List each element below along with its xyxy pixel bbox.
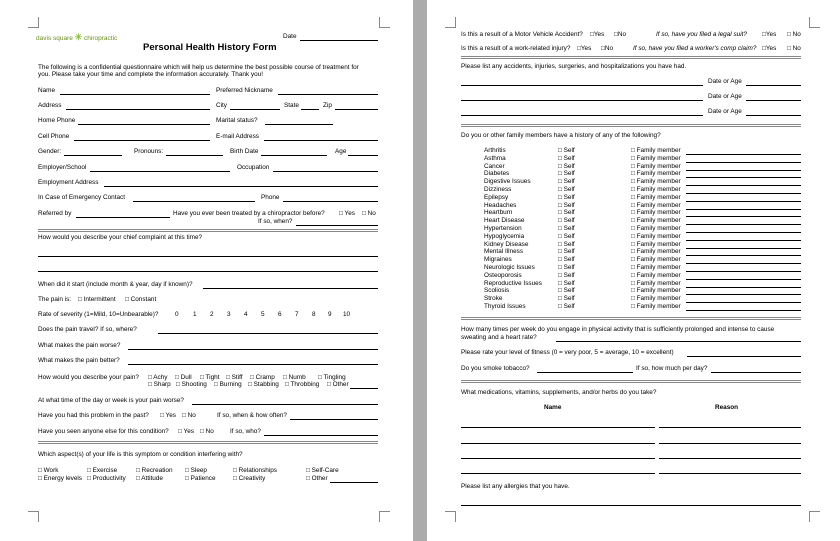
describe-pain-question: How would you describe your pain? [38, 374, 139, 381]
nickname-field[interactable] [278, 94, 378, 95]
condition-label: Diabetes [484, 170, 510, 178]
severity-option-8[interactable]: 8 [312, 311, 316, 318]
name-label: Name [38, 87, 56, 94]
pain-burning-checkbox[interactable]: □ Burning [214, 381, 242, 388]
date-or-age-label: Date or Age [708, 108, 742, 115]
state-field[interactable] [301, 109, 319, 110]
had-before-question: Have you had this problem in the past? [38, 412, 149, 419]
severity-option-5[interactable]: 5 [261, 311, 265, 318]
condition-family-checkbox[interactable]: □ Family member [631, 240, 681, 248]
pronouns-label: Pronouns: [134, 148, 164, 155]
complaint-question: How would you describe your chief complaint at this time? [38, 234, 203, 241]
condition-family-field[interactable] [686, 216, 801, 217]
condition-label: Migraines [484, 256, 512, 264]
pain-cramp-checkbox[interactable]: □ Cramp [250, 374, 275, 381]
condition-family-checkbox[interactable]: □ Family member [631, 193, 681, 201]
condition-label: Digestive Issues [484, 178, 531, 186]
crop-mark [809, 17, 820, 28]
legal-no-checkbox[interactable]: □ No [787, 31, 801, 38]
condition-family-checkbox[interactable]: □ Family member [631, 209, 681, 217]
allergies-field[interactable] [461, 505, 801, 506]
condition-label: Stroke [484, 295, 503, 303]
date-or-age-label: Date or Age [708, 78, 742, 85]
condition-family-field[interactable] [686, 154, 801, 155]
accident-date-1[interactable] [746, 85, 801, 86]
when-start-question: When did it start (include month & year, day if known)? [38, 281, 193, 288]
birth-date-label: Birth Date [230, 148, 259, 155]
tobacco-field[interactable] [537, 372, 633, 373]
medication-reason-2[interactable] [659, 443, 801, 444]
motor-yes-checkbox[interactable]: □Yes [590, 31, 605, 38]
cell-phone-label: Cell Phone [38, 133, 70, 140]
condition-family-checkbox[interactable]: □ Family member [631, 225, 681, 232]
condition-self-checkbox[interactable]: □ Self [558, 186, 575, 193]
if-so-who-label: If so, who? [230, 428, 261, 435]
exercise-question: How many times per week do you engage in physical activity that is sufficiently prolonged and intense to cause [461, 326, 775, 333]
crop-mark [28, 17, 39, 28]
name-field[interactable] [60, 94, 210, 95]
if-so-when-label: If so, when? [258, 218, 293, 225]
condition-family-checkbox[interactable]: □ Family member [631, 217, 681, 225]
phone-field[interactable] [283, 201, 378, 202]
severity-option-10[interactable]: 10 [343, 311, 351, 318]
intro-text: you. Please take your time and complete the information accurately. Thank you! [38, 71, 263, 78]
birth-date-field[interactable] [261, 155, 327, 156]
intermittent-checkbox[interactable]: □ Intermittent [78, 296, 116, 303]
cell-phone-field[interactable] [74, 140, 210, 141]
tobacco-question: Do you smoke tobacco? [461, 365, 530, 372]
life-relationships-checkbox[interactable]: □ Relationships [233, 467, 278, 474]
address-label: Address [38, 102, 62, 109]
allergies-question: Please list any allergies that you have. [461, 483, 570, 490]
condition-self-checkbox[interactable]: □ Self [558, 170, 575, 178]
family-history-question: Do you or other family members have a history of any of the following? [461, 132, 661, 139]
life-attitude-checkbox[interactable]: □ Attitude [136, 475, 163, 482]
condition-label: Headaches [484, 201, 517, 209]
time-of-day-field[interactable] [192, 404, 378, 405]
pain-shooting-checkbox[interactable]: □ Shooting [176, 381, 207, 388]
crop-mark [379, 17, 390, 28]
life-energy-checkbox[interactable]: □ Energy levels [38, 475, 82, 482]
condition-label: Hypertension [484, 225, 522, 232]
condition-family-checkbox[interactable]: □ Family member [631, 271, 681, 279]
form-page-1 [0, 0, 413, 541]
treated-no-checkbox[interactable]: □ No [362, 210, 376, 217]
gender-field[interactable] [64, 155, 122, 156]
condition-self-checkbox[interactable]: □ Self [558, 225, 575, 232]
condition-label: Epilepsy [484, 193, 509, 201]
condition-family-checkbox[interactable]: □ Family member [631, 170, 681, 178]
if-so-how-label: If so, when & how often? [217, 412, 287, 419]
had-before-yes-checkbox[interactable]: □ Yes [160, 412, 176, 419]
life-work-checkbox[interactable]: □ Work [38, 467, 59, 474]
pain-numb-checkbox[interactable]: □ Numb [283, 374, 306, 381]
condition-family-checkbox[interactable]: □ Family member [631, 295, 681, 303]
seen-anyone-question: Have you seen anyone else for this condition? [38, 428, 169, 435]
condition-family-field[interactable] [686, 248, 801, 249]
marital-field[interactable] [265, 124, 333, 125]
marital-label: Marital status? [216, 117, 258, 124]
seen-anyone-no-checkbox[interactable]: □ No [200, 428, 214, 435]
condition-self-checkbox[interactable]: □ Self [558, 209, 575, 217]
condition-family-checkbox[interactable]: □ Family member [631, 178, 681, 186]
condition-family-field[interactable] [686, 185, 801, 186]
aspects-question: Which aspect(s) of your life is this symptom or condition interfering with? [38, 451, 243, 458]
condition-family-field[interactable] [686, 255, 801, 256]
section-divider [461, 56, 801, 59]
clinic-logo: davis square ✳ chiropractic [36, 32, 118, 42]
section-divider [461, 380, 801, 383]
severity-option-9[interactable]: 9 [328, 311, 332, 318]
fitness-field[interactable] [687, 356, 801, 357]
accident-line-3[interactable] [461, 115, 703, 116]
condition-label: Hypoglycemia [484, 232, 525, 240]
severity-option-3[interactable]: 3 [227, 311, 231, 318]
emergency-label: In Case of Emergency Contact [38, 194, 126, 201]
employer-field[interactable] [90, 171, 230, 172]
section-divider [38, 441, 378, 444]
gender-label: Gender: [38, 148, 62, 155]
condition-label: Dizziness [484, 186, 512, 193]
condition-family-checkbox[interactable]: □ Family member [631, 287, 681, 295]
condition-family-field[interactable] [686, 209, 801, 210]
condition-self-checkbox[interactable]: □ Self [558, 178, 575, 186]
pain-tight-checkbox[interactable]: □ Tight [200, 374, 220, 381]
better-question: What makes the pain better? [38, 357, 120, 364]
life-recreation-checkbox[interactable]: □ Recreation [136, 467, 173, 474]
email-label: E-mail Address [216, 133, 259, 140]
complaint-line-1[interactable] [38, 256, 378, 257]
condition-label: Asthma [484, 154, 506, 162]
treated-yes-checkbox[interactable]: □ Yes [339, 210, 355, 217]
medication-name-1[interactable] [461, 427, 655, 428]
condition-family-field[interactable] [686, 162, 801, 163]
condition-family-checkbox[interactable]: □ Family member [631, 186, 681, 193]
condition-family-field[interactable] [686, 232, 801, 233]
condition-label: Reproductive Issues [484, 279, 542, 287]
pain-stabbing-checkbox[interactable]: □ Stabbing [248, 381, 279, 388]
legal-suit-question: If so, have you filed a legal suit? [656, 31, 747, 38]
accident-date-3[interactable] [746, 115, 801, 116]
severity-option-0[interactable]: 0 [175, 311, 179, 318]
exercise-question-cont: sweating and a heart rate? [461, 334, 537, 341]
condition-family-field[interactable] [686, 201, 801, 202]
motor-no-checkbox[interactable]: □No [614, 31, 627, 38]
age-field[interactable] [348, 155, 378, 156]
better-field[interactable] [128, 364, 378, 365]
date-field[interactable] [300, 40, 378, 41]
severity-option-6[interactable]: 6 [278, 311, 282, 318]
email-field[interactable] [264, 140, 378, 141]
employment-address-label: Employment Address [38, 179, 99, 186]
condition-family-field[interactable] [686, 263, 801, 264]
referred-field[interactable] [76, 217, 170, 218]
phone-label: Phone [261, 194, 280, 201]
pain-dull-checkbox[interactable]: □ Dull [175, 374, 192, 381]
condition-label: Mental Illness [484, 248, 524, 256]
crop-mark [445, 17, 456, 28]
condition-label: Cancer [484, 162, 505, 170]
crop-mark [28, 511, 39, 522]
city-label: City [216, 102, 228, 109]
severity-option-1[interactable]: 1 [193, 311, 197, 318]
medication-reason-4[interactable] [659, 473, 801, 474]
condition-self-checkbox[interactable]: □ Self [558, 248, 575, 256]
condition-self-checkbox[interactable]: □ Self [558, 279, 575, 287]
condition-self-checkbox[interactable]: □ Self [558, 154, 575, 162]
condition-family-checkbox[interactable]: □ Family member [631, 154, 681, 162]
seen-anyone-yes-checkbox[interactable]: □ Yes [178, 428, 194, 435]
condition-family-field[interactable] [686, 224, 801, 225]
pain-sharp-checkbox[interactable]: □ Sharp [148, 381, 171, 388]
section-divider [461, 124, 801, 127]
condition-label: Heartburn [484, 209, 513, 217]
condition-label: Scoliosis [484, 287, 510, 295]
crop-mark [809, 511, 820, 522]
life-patience-checkbox[interactable]: □ Patience [185, 475, 216, 482]
pain-tingling-checkbox[interactable]: □ Tingling [318, 374, 346, 381]
condition-family-checkbox[interactable]: □ Family member [631, 162, 681, 170]
medication-name-4[interactable] [461, 473, 655, 474]
work-yes-checkbox[interactable]: □Yes [577, 45, 592, 52]
condition-self-checkbox[interactable]: □ Self [558, 271, 575, 279]
condition-family-field[interactable] [686, 294, 801, 295]
condition-self-checkbox[interactable]: □ Self [558, 264, 575, 271]
condition-family-field[interactable] [686, 279, 801, 280]
pain-throbbing-checkbox[interactable]: □ Throbbing [285, 381, 320, 388]
travel-field[interactable] [158, 333, 378, 334]
complaint-line-2[interactable] [38, 271, 378, 272]
time-of-day-question: At what time of the day or week is your pain worse? [38, 397, 184, 404]
emergency-field[interactable] [133, 201, 255, 202]
condition-self-checkbox[interactable]: □ Self [558, 303, 575, 310]
comp-no-checkbox[interactable]: □ No [787, 45, 801, 52]
condition-family-field[interactable] [686, 302, 801, 303]
per-day-question: If so, how much per day? [636, 365, 708, 372]
condition-family-field[interactable] [686, 193, 801, 194]
condition-self-checkbox[interactable]: □ Self [558, 295, 575, 303]
severity-question: Rate of severity (1=Mild, 10=Unbearable)? [38, 311, 159, 318]
accident-line-1[interactable] [461, 85, 703, 86]
travel-question: Does the pain travel? If so, where? [38, 326, 137, 333]
condition-family-checkbox[interactable]: □ Family member [631, 232, 681, 240]
pain-other-field[interactable] [350, 388, 378, 389]
life-self-care-checkbox[interactable]: □ Self-Care [306, 467, 339, 474]
employment-address-field[interactable] [104, 186, 378, 187]
home-phone-label: Home Phone [38, 117, 76, 124]
nickname-label: Preferred Nickname [216, 87, 273, 94]
pain-stiff-checkbox[interactable]: □ Stiff [226, 374, 243, 381]
life-creativity-checkbox[interactable]: □ Creativity [233, 475, 266, 482]
medication-name-3[interactable] [461, 458, 655, 459]
had-before-field[interactable] [290, 419, 378, 420]
condition-family-field[interactable] [686, 310, 801, 311]
medications-question: What medications, vitamins, supplements, and/or herbs do you take? [461, 389, 657, 396]
section-divider [461, 317, 801, 320]
life-productivity-checkbox[interactable]: □ Productivity [87, 475, 126, 482]
severity-option-7[interactable]: 7 [295, 311, 299, 318]
motor-vehicle-question: Is this a result of a Motor Vehicle Accident? [461, 31, 583, 38]
address-field[interactable] [66, 109, 210, 110]
city-field[interactable] [230, 109, 280, 110]
life-sleep-checkbox[interactable]: □ Sleep [185, 467, 207, 474]
condition-self-checkbox[interactable]: □ Self [558, 193, 575, 201]
referred-label: Referred by [38, 210, 72, 217]
condition-family-checkbox[interactable]: □ Family member [631, 248, 681, 256]
life-other-field[interactable] [330, 482, 378, 483]
condition-family-field[interactable] [686, 170, 801, 171]
worse-question: What makes the pain worse? [38, 342, 121, 349]
crop-mark [445, 511, 456, 522]
condition-label: Neurologic Issues [484, 264, 535, 271]
occupation-field[interactable] [273, 171, 378, 172]
date-label: Date [283, 33, 297, 40]
work-no-checkbox[interactable]: □No [601, 45, 614, 52]
state-label: State [284, 102, 299, 109]
medication-reason-1[interactable] [659, 427, 801, 428]
form-page-2 [427, 0, 840, 541]
when-start-field[interactable] [203, 288, 378, 289]
condition-self-checkbox[interactable]: □ Self [558, 147, 575, 154]
condition-label: Arthritis [484, 147, 506, 154]
pain-achy-checkbox[interactable]: □ Achy [148, 374, 168, 381]
condition-self-checkbox[interactable]: □ Self [558, 256, 575, 264]
per-day-field[interactable] [711, 372, 801, 373]
treated-question: Have you ever been treated by a chiropractor before? [173, 210, 325, 217]
condition-self-checkbox[interactable]: □ Self [558, 201, 575, 209]
intro-text: The following is a confidential questionnaire which will help us determine the best possible course of treatment for [38, 64, 359, 71]
comp-yes-checkbox[interactable]: □Yes [762, 45, 777, 52]
condition-family-field[interactable] [686, 240, 801, 241]
form-title: Personal Health History Form [143, 42, 277, 53]
seen-anyone-field[interactable] [264, 435, 378, 436]
condition-family-checkbox[interactable]: □ Family member [631, 279, 681, 287]
had-before-no-checkbox[interactable]: □ No [182, 412, 196, 419]
condition-label: Kidney Disease [484, 240, 529, 248]
life-exercise-checkbox[interactable]: □ Exercise [87, 467, 118, 474]
comp-claim-question: If so, have you filed a worker's comp claim? [633, 45, 757, 52]
condition-family-field[interactable] [686, 177, 801, 178]
condition-label: Osteoporosis [484, 271, 522, 279]
medication-name-2[interactable] [461, 443, 655, 444]
accidents-question: Please list any accidents, injuries, surgeries, and hospitalizations you have had. [461, 63, 687, 70]
fitness-question: Please rate your level of fitness (0 = very poor, 5 = average, 10 = excellent) [461, 349, 674, 356]
age-label: Age [335, 148, 347, 155]
worse-field[interactable] [128, 349, 378, 350]
legal-yes-checkbox[interactable]: □Yes [762, 31, 777, 38]
exercise-field[interactable] [556, 341, 801, 342]
reason-column-header: Reason [715, 404, 739, 411]
life-other-checkbox[interactable]: □ Other [306, 475, 328, 482]
condition-self-checkbox[interactable]: □ Self [558, 217, 575, 225]
condition-family-checkbox[interactable]: □ Family member [631, 264, 681, 271]
employer-label: Employer/School [38, 164, 87, 171]
home-phone-field[interactable] [78, 124, 210, 125]
severity-option-2[interactable]: 2 [210, 311, 214, 318]
zip-label: Zip [323, 102, 332, 109]
pronouns-field[interactable] [166, 155, 223, 156]
medication-reason-3[interactable] [659, 458, 801, 459]
condition-self-checkbox[interactable]: □ Self [558, 162, 575, 170]
pain-is-label: The pain is: [38, 296, 72, 303]
crop-mark [379, 511, 390, 522]
condition-self-checkbox[interactable]: □ Self [558, 232, 575, 240]
condition-label: Thyroid Issues [484, 303, 526, 310]
condition-family-field[interactable] [686, 271, 801, 272]
name-column-header: Name [544, 404, 562, 411]
constant-checkbox[interactable]: □ Constant [125, 296, 157, 303]
accident-date-2[interactable] [746, 100, 801, 101]
condition-family-field[interactable] [686, 287, 801, 288]
severity-option-4[interactable]: 4 [244, 311, 248, 318]
condition-label: Heart Disease [484, 217, 525, 225]
accident-line-2[interactable] [461, 100, 703, 101]
condition-family-checkbox[interactable]: □ Family member [631, 147, 681, 154]
work-injury-question: Is this a result of a work-related injury? [461, 45, 571, 52]
zip-field[interactable] [335, 109, 378, 110]
occupation-label: Occupation [237, 164, 270, 171]
condition-self-checkbox[interactable]: □ Self [558, 287, 575, 295]
condition-family-checkbox[interactable]: □ Family member [631, 303, 681, 310]
condition-family-checkbox[interactable]: □ Family member [631, 256, 681, 264]
date-or-age-label: Date or Age [708, 93, 742, 100]
condition-family-checkbox[interactable]: □ Family member [631, 201, 681, 209]
pain-other-checkbox[interactable]: □ Other [327, 381, 349, 388]
condition-self-checkbox[interactable]: □ Self [558, 240, 575, 248]
treated-when-field[interactable] [296, 225, 378, 226]
section-divider [38, 229, 378, 232]
